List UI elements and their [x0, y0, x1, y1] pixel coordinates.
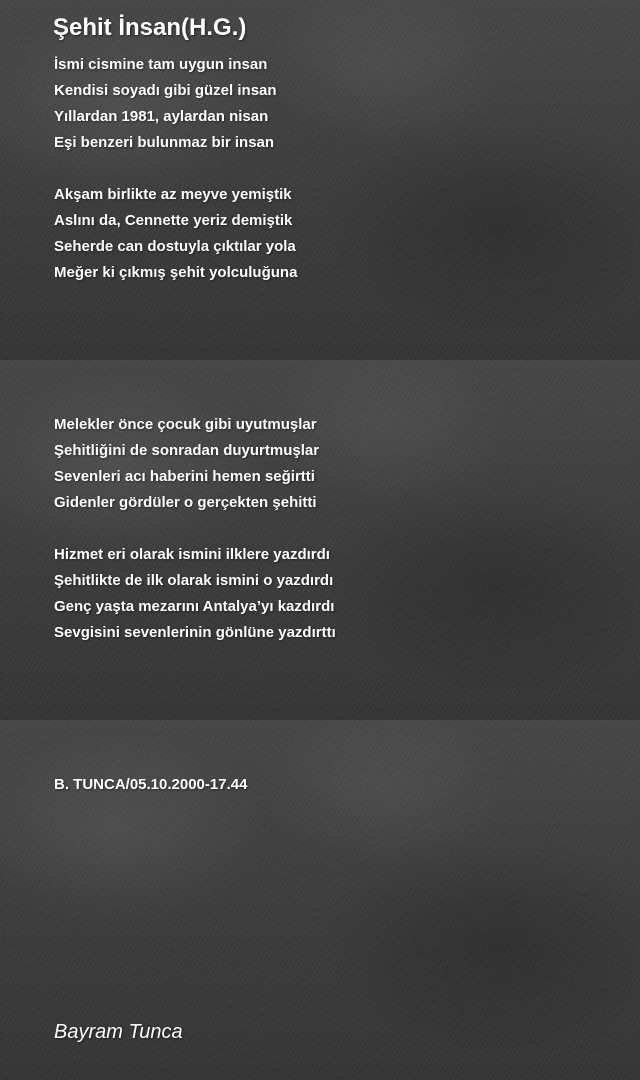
poem-line: Sevgisini sevenlerinin gönlüne yazdırttı — [54, 624, 336, 641]
poem-line: Kendisi soyadı gibi güzel insan — [54, 82, 277, 99]
signature-date-line: B. TUNCA/05.10.2000-17.44 — [54, 776, 248, 793]
poem-line: Eşi benzeri bulunmaz bir insan — [54, 134, 275, 151]
stanza-3 — [54, 412, 319, 516]
poem-panel-3 — [0, 720, 640, 1080]
stanza-4 — [54, 542, 336, 646]
stanza-2 — [54, 182, 297, 286]
poem-line: Sevenleri acı haberini hemen seğirtti — [54, 468, 315, 485]
stanza-1 — [54, 52, 277, 156]
poem-line: Melekler önce çocuk gibi uyutmuşlar — [54, 416, 317, 433]
poem-line: İsmi cismine tam uygun insan — [54, 56, 268, 73]
poem-panel-2 — [0, 360, 640, 720]
poem-line: Yıllardan 1981, aylardan nisan — [54, 108, 269, 125]
poem-title: Şehit İnsan(H.G.) — [53, 14, 247, 41]
poem-line: Gidenler gördüler o gerçekten şehitti — [54, 494, 317, 511]
poem-line: Seherde can dostuyla çıktılar yola — [54, 238, 296, 255]
poem-line: Meğer ki çıkmış şehit yolculuğuna — [54, 264, 298, 281]
poem-line: Aslını da, Cennette yeriz demiştik — [54, 212, 293, 229]
poem-line: Şehitliğini de sonradan duyurtmuşlar — [54, 442, 320, 459]
poem-line: Akşam birlikte az meyve yemiştik — [54, 186, 292, 203]
author-name: Bayram Tunca — [54, 1021, 183, 1043]
poem-line: Şehitlikte de ilk olarak ismini o yazdırdı — [54, 572, 334, 589]
poem-line: Genç yaşta mezarını Antalya’yı kazdırdı — [54, 598, 335, 615]
poem-panel-1 — [0, 0, 640, 360]
poem-line: Hizmet eri olarak ismini ilklere yazdırdı — [54, 546, 330, 563]
